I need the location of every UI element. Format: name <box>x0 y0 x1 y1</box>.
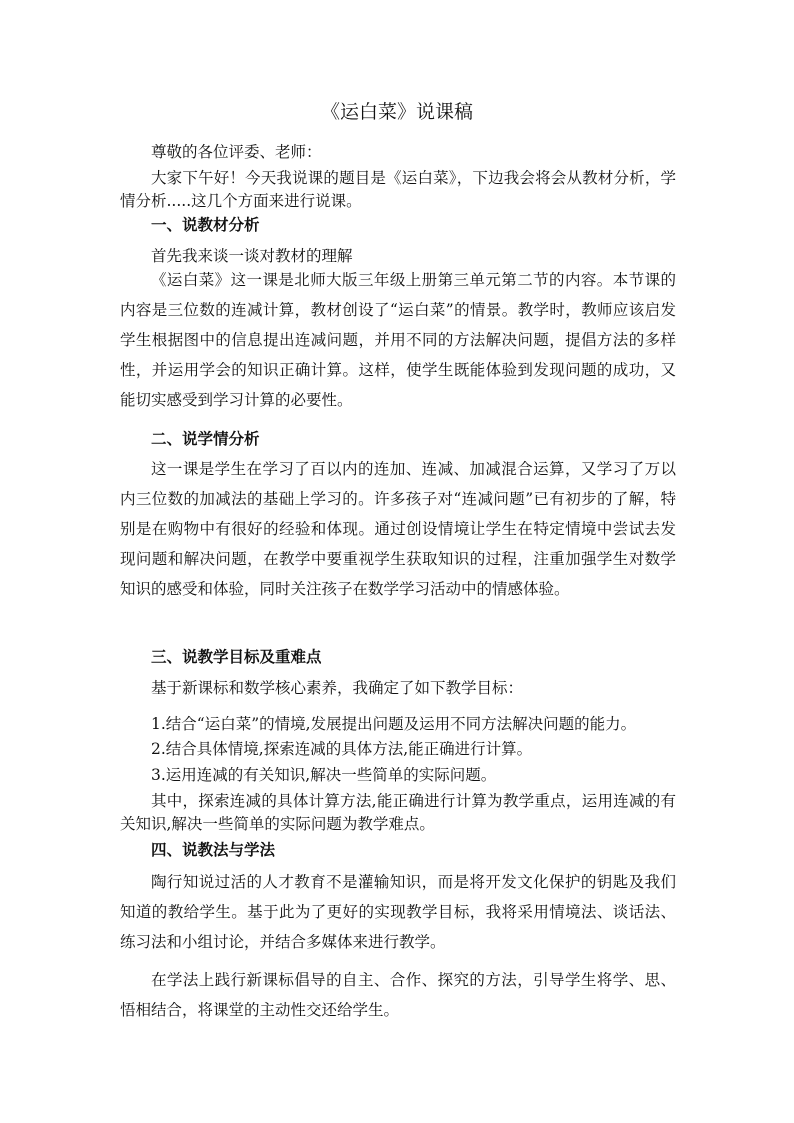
section3-heading: 三、说教学目标及重难点 <box>151 647 322 666</box>
section4-body2: 在学法上践行新课标倡导的自主、合作、探究的方法，引导学生将学、思、悟相结合，将课堂的主动性交还给学生。 <box>120 971 676 1019</box>
section1-lead: 首先我来谈一谈对教材的理解 <box>151 247 353 265</box>
section3-keypoints: 其中，探索连减的具体计算方法,能正确进行计算为教学重点，运用连减的有关知识,解决一些简单的实际问题为教学难点。 <box>120 792 676 833</box>
goal-item: 1.结合“运白菜”的情境,发展提出问题及运用不同方法解决问题的能力。 <box>151 715 637 733</box>
document-title: 《运白菜》说课稿 <box>320 101 473 123</box>
intro-paragraph: 大家下午好！今天我说课的题目是《运白菜》，下边我会将会从教材分析，学情分析.....这几个方面来进行说课。 <box>120 169 676 210</box>
goal-item: 3.运用连减的有关知识,解决一些简单的实际问题。 <box>151 766 497 784</box>
section4-heading: 四、说教法与学法 <box>151 840 276 859</box>
greeting: 尊敬的各位评委、老师： <box>151 143 322 161</box>
section4-body1: 陶行知说过活的人才教育不是灌输知识，而是将开发文化保护的钥匙及我们知道的教给学生。基于此为了更好的实现教学目标，我将采用情境法、谈话法、练习法和小组讨论，并结合多媒体来进行教学。 <box>120 873 676 951</box>
section2-heading: 二、说学情分析 <box>151 429 260 448</box>
goal-item: 2.结合具体情境,探索连减的具体方法,能正确进行计算。 <box>151 740 533 758</box>
section1-heading: 一、说教材分析 <box>151 215 260 234</box>
section1-body: 《运白菜》这一课是北师大版三年级上册第三单元第二节的内容。本节课的内容是三位数的连减计算，教材创设了“运白菜”的情景。教学时，教师应该启发学生根据图中的信息提出连减问题，并用不同的方法解决问题，提倡方法的多样性，并运用学会的知识正确计算。这样，使学生既能体验到发现问题的成功，又能切实感受到学习计算的必要性。 <box>120 271 676 409</box>
section3-lead: 基于新课标和数学核心素养，我确定了如下教学目标： <box>151 679 524 697</box>
section2-body: 这一课是学生在学习了百以内的连加、连减、加减混合运算，又学习了万以内三位数的加减法的基础上学习的。许多孩子对“连减问题”已有初步的了解，特别是在购物中有很好的经验和体现。通过创设情境让学生在特定情境中尝试去发现问题和解决问题，在教学中要重视学生获取知识的过程，注重加强学生对数学知识的感受和体验，同时关注孩子在数学学习活动中的情感体验。 <box>120 460 676 598</box>
